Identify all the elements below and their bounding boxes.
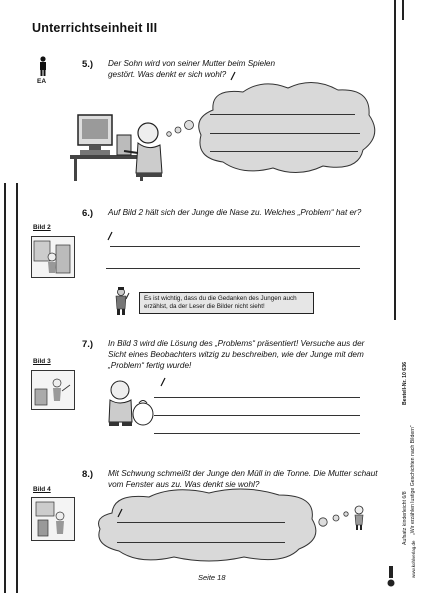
answer-line[interactable] (210, 151, 358, 152)
pencil-icon (160, 374, 166, 392)
answer-line[interactable] (210, 133, 360, 134)
thought-cloud-5 (193, 80, 378, 175)
hint-box: Es ist wichtig, dass du die Gedanken des Jungen auch erzählst, da der Leser die Bilder nicht sieht! (139, 292, 314, 314)
task-6-number: 6.) (82, 208, 94, 219)
left-frame-line-inner (16, 183, 18, 593)
page-footer: Seite 18 (198, 573, 226, 582)
publisher-logo (386, 564, 396, 588)
task-7-number: 7.) (82, 339, 94, 350)
answer-line[interactable] (210, 114, 355, 115)
answer-line[interactable] (110, 246, 360, 247)
bild-3-thumbnail (31, 370, 75, 410)
thought-cloud-8 (94, 487, 322, 562)
side-text-website: www.kohlverlag.de (411, 540, 416, 578)
answer-line[interactable] (154, 433, 360, 434)
boy-at-computer-illustration (62, 105, 172, 183)
bild-4-thumbnail (31, 497, 75, 541)
bild-4-label: Bild 4 (33, 486, 51, 493)
answer-line[interactable] (154, 415, 360, 416)
side-text-book: Aufsatz kinderleicht 6/8 (402, 491, 408, 545)
bild-3-label: Bild 3 (33, 358, 51, 365)
side-text-title: „Wir erzählen lustige Geschichten nach Bildern“ (410, 425, 416, 535)
left-frame-line-outer (4, 183, 6, 593)
boy-figure-icon (352, 505, 366, 531)
bild-2-label: Bild 2 (33, 224, 51, 231)
task-5-text: Der Sohn wird von seiner Mutter beim Spielen gestört. Was denkt er sich wohl? (108, 59, 276, 79)
task-8-text: Mit Schwung schmeißt der Junge den Müll in die Tonne. Die Mutter schaut vom Fenster aus zu. Was denkt sie wohl? (108, 469, 378, 489)
right-frame-line-top (394, 0, 396, 320)
bild-2-thumbnail (31, 236, 75, 278)
cook-figure-icon (112, 287, 130, 317)
pencil-icon (107, 228, 113, 246)
ea-figure-icon (36, 56, 50, 78)
answer-line[interactable] (117, 542, 285, 543)
side-text-order-number: Bestell-Nr. 10 636 (402, 362, 408, 405)
task-7-text: In Bild 3 wird die Lösung des „Problems“ präsentiert! Versuche aus der Sicht eines Beobachters witzig zu beschreiben, wie der Junge mit dem „Problem“ fertig wurde! (108, 339, 365, 370)
task-5-number: 5.) (82, 59, 94, 70)
pencil-icon (117, 505, 123, 523)
task-8-number: 8.) (82, 469, 94, 480)
thought-dots (318, 510, 356, 537)
task-6-text: Auf Bild 2 hält sich der Junge die Nase zu. Welches „Problem“ hat er? (108, 208, 362, 217)
ea-label: EA (37, 78, 47, 85)
boy-with-trash-bag-illustration (105, 378, 155, 428)
page-title: Unterrichtseinheit III (32, 21, 158, 35)
right-frame-line-inner (402, 0, 404, 20)
answer-line[interactable] (117, 522, 285, 523)
answer-line[interactable] (154, 397, 360, 398)
answer-line[interactable] (106, 268, 360, 269)
